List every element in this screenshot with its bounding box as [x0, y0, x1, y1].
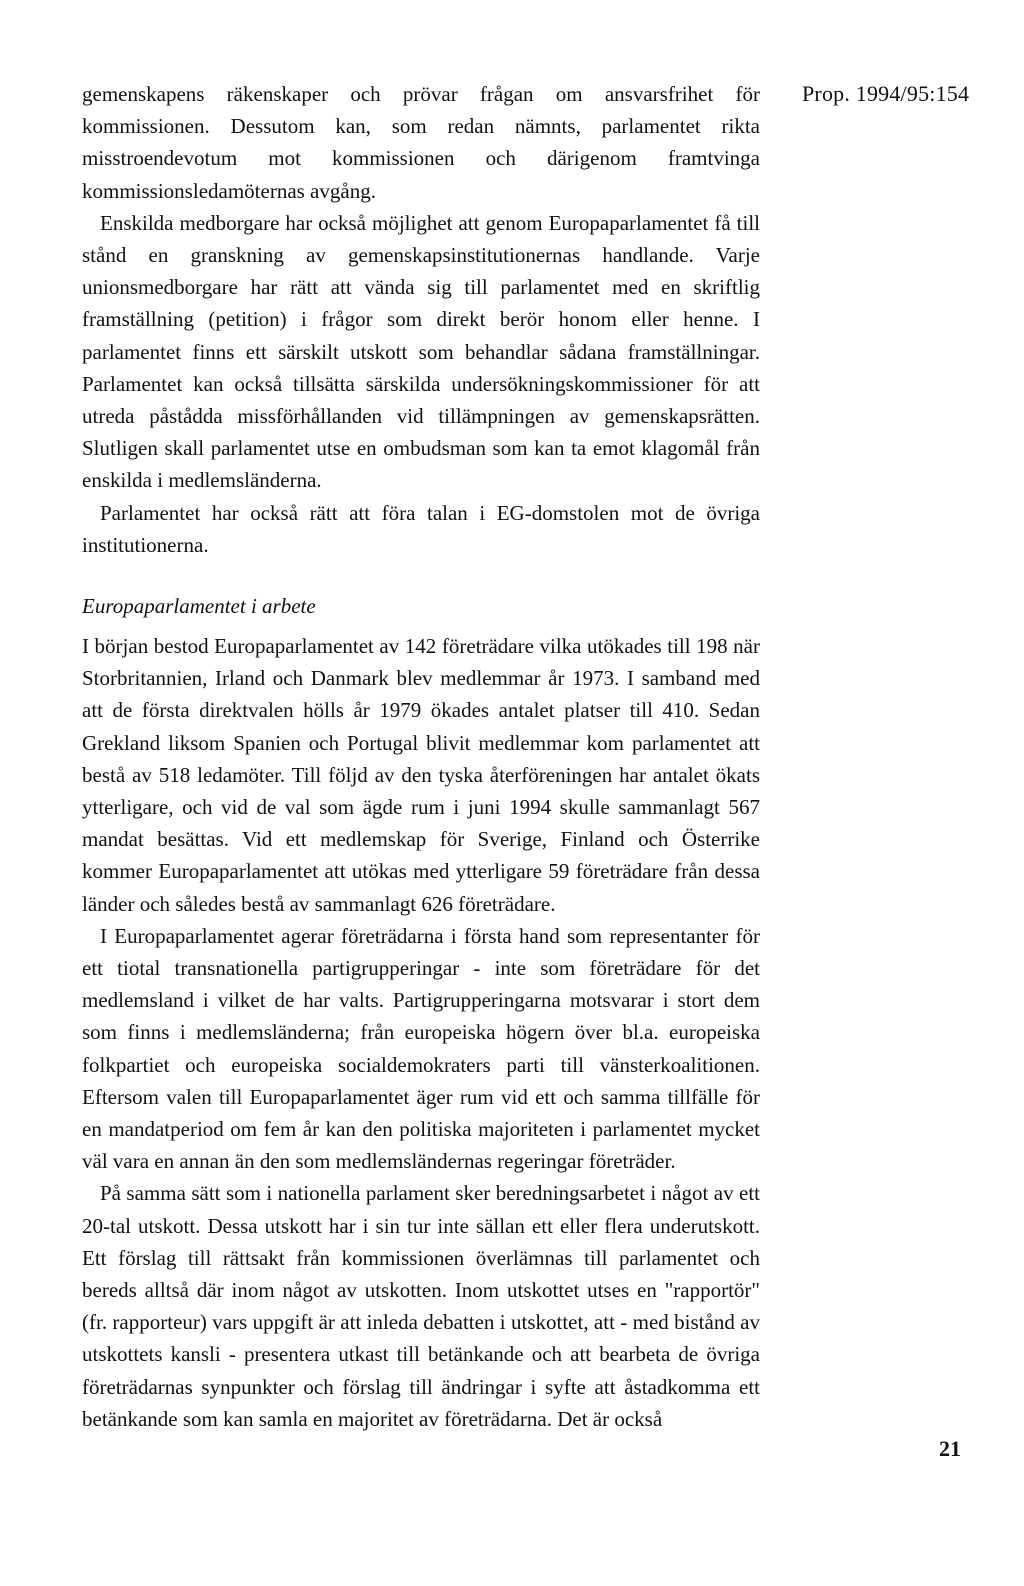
- page-number: 21: [939, 1436, 961, 1461]
- paragraph: gemenskapens räkenskaper och prövar frågan om ansvarsfrihet för kommissionen. Dessutom kan, som redan nämnts, parlamentet rikta misstroendevotum mot kommissionen och därigenom framtvinga kommissionsledamöternas avgång.: [82, 82, 760, 203]
- paragraph: I början bestod Europaparlamentet av 142 företrädare vilka utökades till 198 när Storbritannien, Irland och Danmark blev medlemmar år 1973. I samband med att de första direktvalen hölls år 1979 ökades antalet platser till 410. Sedan Grekland liksom Spanien och Portugal blivit medlemmar kom parlamentet att bestå av 518 ledamöter. Till följd av den tyska återföreningen har antalet ökats ytterligare, och vid de val som ägde rum i juni 1994 skulle sammanlagt 567 mandat besättas. Vid ett medlemskap för Sverige, Finland och Österrike kommer Europaparlamentet att utökas med ytterligare 59 företrädare från dessa länder och således bestå av sammanlagt 626 företrädare.: [82, 634, 760, 916]
- proposition-reference: Prop. 1994/95:154: [802, 81, 970, 106]
- paragraph: Enskilda medborgare har också möjlighet att genom Europaparlamentet få till stånd en granskning av gemenskapsinstitutionernas handlande. Varje unionsmedborgare har rätt att vända sig till parlamentet med en skriftlig framställning (petition) i frågor som direkt berör honom eller henne. I parlamentet finns ett särskilt utskott som behandlar sådana framställningar. Parlamentet kan också tillsätta särskilda undersökningskommissioner för att utreda påstådda missförhållanden vid tillämpningen av gemenskapsrätten. Slutligen skall parlamentet utse en ombudsman som kan ta emot klagomål från enskilda i medlemsländerna.: [82, 210, 760, 493]
- paragraph: Parlamentet har också rätt att föra talan i EG-domstolen mot de övriga institutionerna.: [82, 500, 760, 557]
- paragraph: På samma sätt som i nationella parlament sker beredningsarbetet i något av ett 20-tal utskott. Dessa utskott har i sin tur inte sällan ett eller flera underutskott. Ett förslag till rättsakt från kommissionen överlämnas till parlamentet och bereds alltså där inom något av utskotten. Inom utskottet utses en "rapportör" (fr. rapporteur) vars uppgift är att inleda debatten i utskottet, att - med bistånd av utskottets kansli - presentera utkast till betänkande och att bearbeta de övriga företrädarnas synpunkter och förslag till ändringar i syfte att åstadkomma ett betänkande som kan samla en majoritet av företrädarna. Det är också: [82, 1181, 760, 1431]
- paragraph: I Europaparlamentet agerar företrädarna i första hand som representanter för ett tiotal transnationella partigrupperingar - inte som företrädare för det medlemsland i vilket de har valts. Partigrupperingarna motsvarar i stort dem som finns i medlemsländerna; från europeiska högern över bl.a. europeiska folkpartiet och europeiska socialdemokraters parti till vänsterkoalitionen. Eftersom valen till Europaparlamentet äger rum vid ett och samma tillfälle för en mandatperiod om fem år kan den politiska majoriteten i parlamentet mycket väl vara en annan än den som medlemsländernas regeringar företräder.: [82, 923, 760, 1174]
- intro-text: [82, 78, 760, 561]
- section-heading: Europaparlamentet i arbete: [82, 594, 316, 618]
- section-text: [82, 630, 760, 1435]
